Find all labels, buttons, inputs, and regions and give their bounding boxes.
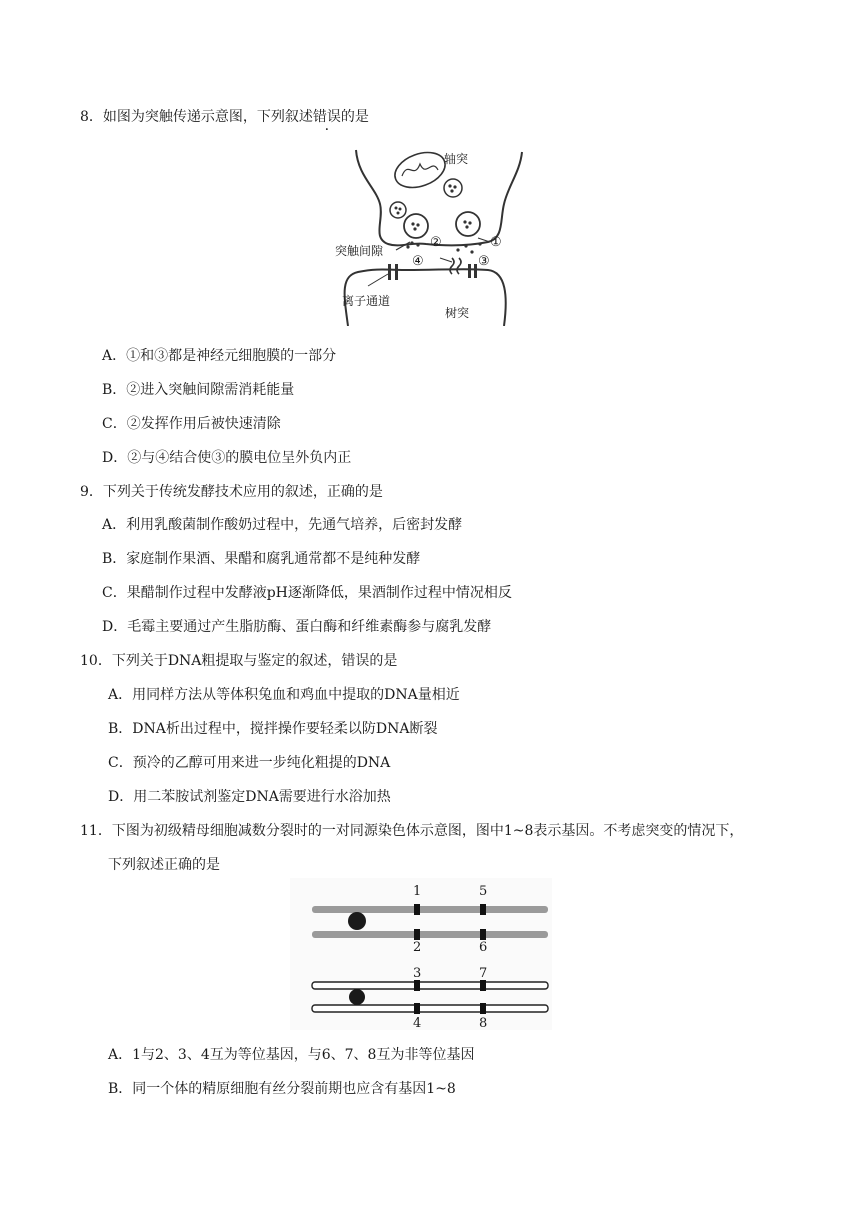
- q8-stem-emphasis: 错误: [312, 109, 341, 125]
- gene-label-7: 7: [479, 966, 488, 981]
- q11-option-b: B．同一个体的精原细胞有丝分裂前期也应含有基因1~8: [108, 1081, 456, 1097]
- marker-3: ③: [478, 254, 490, 269]
- gene-label-3: 3: [413, 966, 422, 981]
- q9-option-a: A．利用乳酸菌制作酸奶过程中，先通气培养，后密封发酵: [102, 517, 463, 533]
- q8-option-c: C．②发挥作用后被快速清除: [102, 416, 281, 432]
- q11-option-a: A．1与2、3、4互为等位基因，与6、7、8互为非等位基因: [108, 1047, 475, 1063]
- marker-1: ①: [490, 235, 502, 250]
- q8-stem-prefix: 8．如图为突触传递示意图，下列叙述: [80, 109, 313, 125]
- q9-stem: 9．下列关于传统发酵技术应用的叙述，正确的是: [80, 484, 383, 500]
- q10-option-c: C．预冷的乙醇可用来进一步纯化粗提的DNA: [108, 755, 391, 771]
- gene-label-1: 1: [413, 884, 422, 899]
- q8-stem-suffix: 的是: [340, 109, 369, 125]
- q9-option-b: B．家庭制作果酒、果醋和腐乳通常都不是纯种发酵: [102, 551, 421, 567]
- q11-stem-line2: 下列叙述正确的是: [108, 857, 220, 873]
- marker-2: ②: [430, 235, 442, 250]
- label-synaptic-cleft: 突触间隙: [335, 244, 384, 258]
- q8-option-a: A．①和③都是神经元细胞膜的一部分: [102, 348, 337, 364]
- q10-option-a: A．用同样方法从等体积兔血和鸡血中提取的DNA量相近: [108, 687, 460, 703]
- gene-label-5: 5: [479, 884, 488, 899]
- q9-option-c: C．果醋制作过程中发酵液pH逐渐降低，果酒制作过程中情况相反: [102, 585, 512, 601]
- marker-4: ④: [412, 254, 424, 269]
- q8-stem: [80, 108, 369, 126]
- q8-option-d: D．②与④结合使③的膜电位呈外负内正: [102, 450, 352, 466]
- q10-option-d: D．用二苯胺试剂鉴定DNA需要进行水浴加热: [108, 789, 391, 805]
- gene-label-4: 4: [413, 1016, 422, 1031]
- q8-option-b: B．②进入突触间隙需消耗能量: [102, 382, 295, 398]
- q9-option-d: D．毛霉主要通过产生脂肪酶、蛋白酶和纤维素酶参与腐乳发酵: [102, 619, 492, 635]
- q10-option-b: B．DNA析出过程中，搅拌操作要轻柔以防DNA断裂: [108, 721, 438, 737]
- label-axon: 轴突: [444, 152, 469, 166]
- q10-stem: 10．下列关于DNA粗提取与鉴定的叙述，错误的是: [80, 653, 398, 669]
- label-dendrite: 树突: [445, 306, 470, 320]
- q11-stem-line1: 11．下图为初级精母细胞减数分裂时的一对同源染色体示意图，图中1~8表示基因。不考虑突变的情况下，: [80, 823, 744, 839]
- label-ion-channel: 离子通道: [342, 294, 391, 308]
- gene-label-6: 6: [479, 940, 488, 955]
- gene-label-2: 2: [413, 940, 422, 955]
- gene-label-8: 8: [479, 1016, 488, 1031]
